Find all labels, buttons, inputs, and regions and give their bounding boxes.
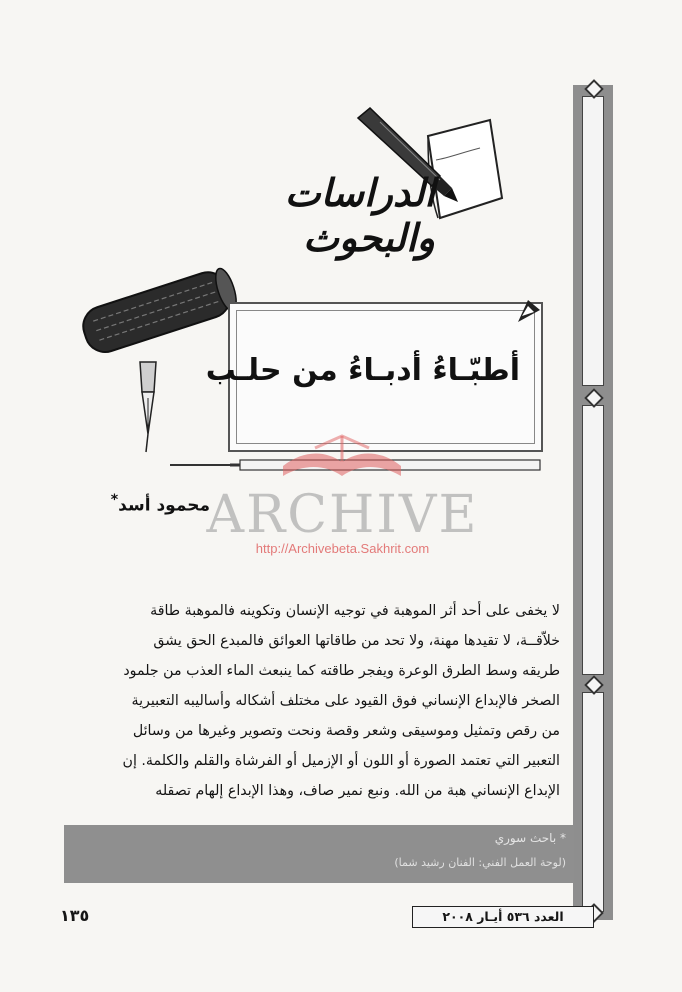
body-line: خلاّقــة، لا تقيدها مهنة، ولا تحد من طاقاتها العوائق فالمبدع الحق يشق bbox=[153, 633, 560, 649]
body-line: الإبداع الإنساني هبة من الله. ونبع نمير صاف، وهذا الإبداع إلهام تصقله bbox=[155, 783, 560, 799]
body-line: الصخر فالإبداع الإنساني فوق القيود على مختلف أشكاله وأساليبه التعبيرية bbox=[131, 693, 560, 709]
side-border-panel bbox=[582, 405, 604, 675]
author-name bbox=[100, 492, 210, 516]
side-border-panel bbox=[582, 96, 604, 386]
issue-label: العدد ٥٣٦ أيـار ٢٠٠٨ bbox=[412, 906, 594, 928]
archive-watermark-text: ARCHIVE bbox=[206, 485, 479, 545]
frame-corner-ornament bbox=[514, 296, 544, 326]
author-footnote-mark: * bbox=[110, 492, 119, 508]
body-line: لا يخفى على أحد أثر الموهبة في توجيه الإنسان وتكوينه فالموهبة طاقة bbox=[150, 603, 560, 619]
archive-watermark-book-icon bbox=[275, 426, 409, 482]
article-title: أطبّـاءُ أدبـاءُ من حلـب bbox=[205, 353, 520, 388]
body-line: التعبير التي تعتمد الصورة أو اللون أو الإزميل أو الفرشاة والقلم والكلمة. إن bbox=[122, 753, 560, 769]
author-footnote: * باحث سوري bbox=[494, 831, 566, 845]
artwork-footnote: (لوحة العمل الفني: الفنان رشيد شما) bbox=[394, 856, 566, 869]
body-line: طريقه وسط الطرق الوعرة ويفجر طاقته كما ينبعث الماء العذب من جلمود bbox=[123, 663, 560, 679]
body-line: من رقص وتمثيل وموسيقى وشعر وقصة ونحت وتصوير وغيرها من وسائل bbox=[132, 723, 560, 739]
section-title: الدراسات والبحوث bbox=[284, 170, 435, 260]
page-number: ١٣٥ bbox=[60, 906, 90, 925]
article-body bbox=[44, 596, 560, 806]
archive-watermark-url: http://Archivebeta.Sakhrit.com bbox=[255, 541, 430, 556]
side-border-panel bbox=[582, 692, 604, 912]
author-name-text: محمود أسد bbox=[118, 495, 210, 516]
